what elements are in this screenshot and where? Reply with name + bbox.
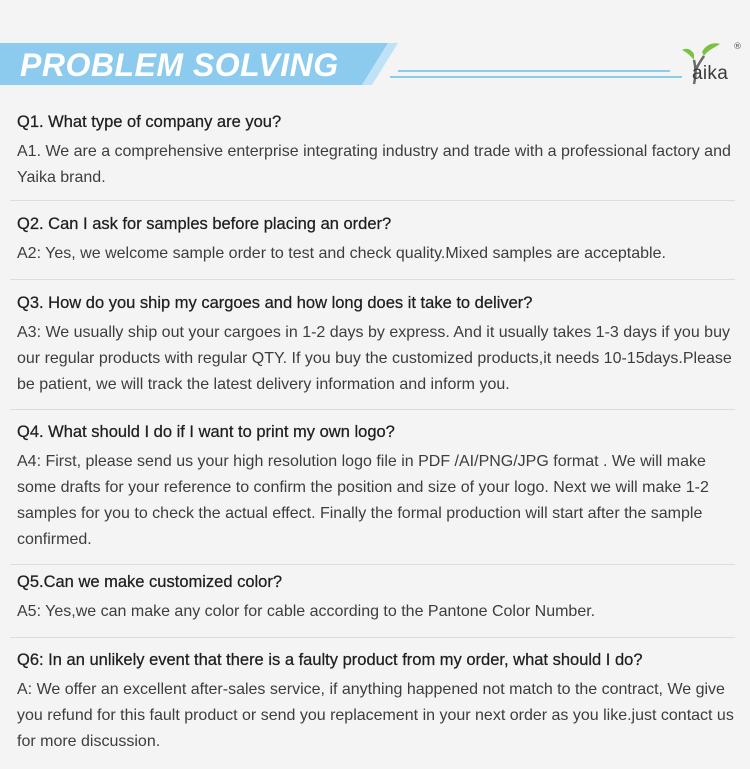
header-banner (0, 0, 750, 96)
faq-question: Q3. How do you ship my cargoes and how long does it take to deliver? (17, 294, 533, 312)
registered-mark: ® (733, 42, 742, 52)
faq-divider (10, 409, 735, 410)
faq-divider (10, 200, 735, 201)
logo-wordmark: aika (692, 63, 729, 84)
faq-divider (10, 637, 735, 638)
faq-question: Q2. Can I ask for samples before placing an order? (17, 215, 392, 233)
faq-answer: A3: We usually ship out your cargoes in 1-2 days by express. And it usually takes 1-3 days if you buy our regular products with regular QTY. If you buy the customized products,it needs 10-15days.Please be patient, we will track the latest delivery information and inform you. (17, 324, 732, 393)
faq-item-q6 (17, 647, 735, 755)
faq-item-q1 (17, 109, 735, 191)
faq-item-q5 (17, 569, 735, 625)
page-title: PROBLEM SOLVING (20, 47, 339, 83)
faq-question: Q5.Can we make customized color? (17, 573, 283, 591)
faq-answer: A1. We are a comprehensive enterprise integrating industry and trade with a professional factory and Yaika brand. (17, 143, 731, 186)
faq-item-q2 (17, 211, 735, 267)
faq-answer: A4: First, please send us your high resolution logo file in PDF /AI/PNG/JPG format . We will make some drafts for your reference to confirm the position and size of your logo. Next we will make 1-2 samples for you to check the actual effect. Finally the formal production will start after the sample confirmed. (17, 453, 709, 548)
faq-question: Q6: In an unlikely event that there is a faulty product from my order, what should I do? (17, 651, 643, 669)
faq-question: Q1. What type of company are you? (17, 113, 282, 131)
faq-answer: A2: Yes, we welcome sample order to test and check quality.Mixed samples are acceptable. (17, 245, 666, 262)
faq-divider (10, 279, 735, 280)
faq-question: Q4. What should I do if I want to print my own logo? (17, 423, 395, 441)
faq-item-q3 (17, 290, 735, 398)
faq-item-q4 (17, 419, 735, 553)
faq-divider (10, 564, 735, 565)
faq-answer: A5: Yes,we can make any color for cable according to the Pantone Color Number. (17, 603, 596, 620)
faq-answer: A: We offer an excellent after-sales service, if anything happened not match to the contract, We give you refund for this fault product or send you replacement in your next order as you like.just contact us for more discussion. (17, 681, 734, 750)
